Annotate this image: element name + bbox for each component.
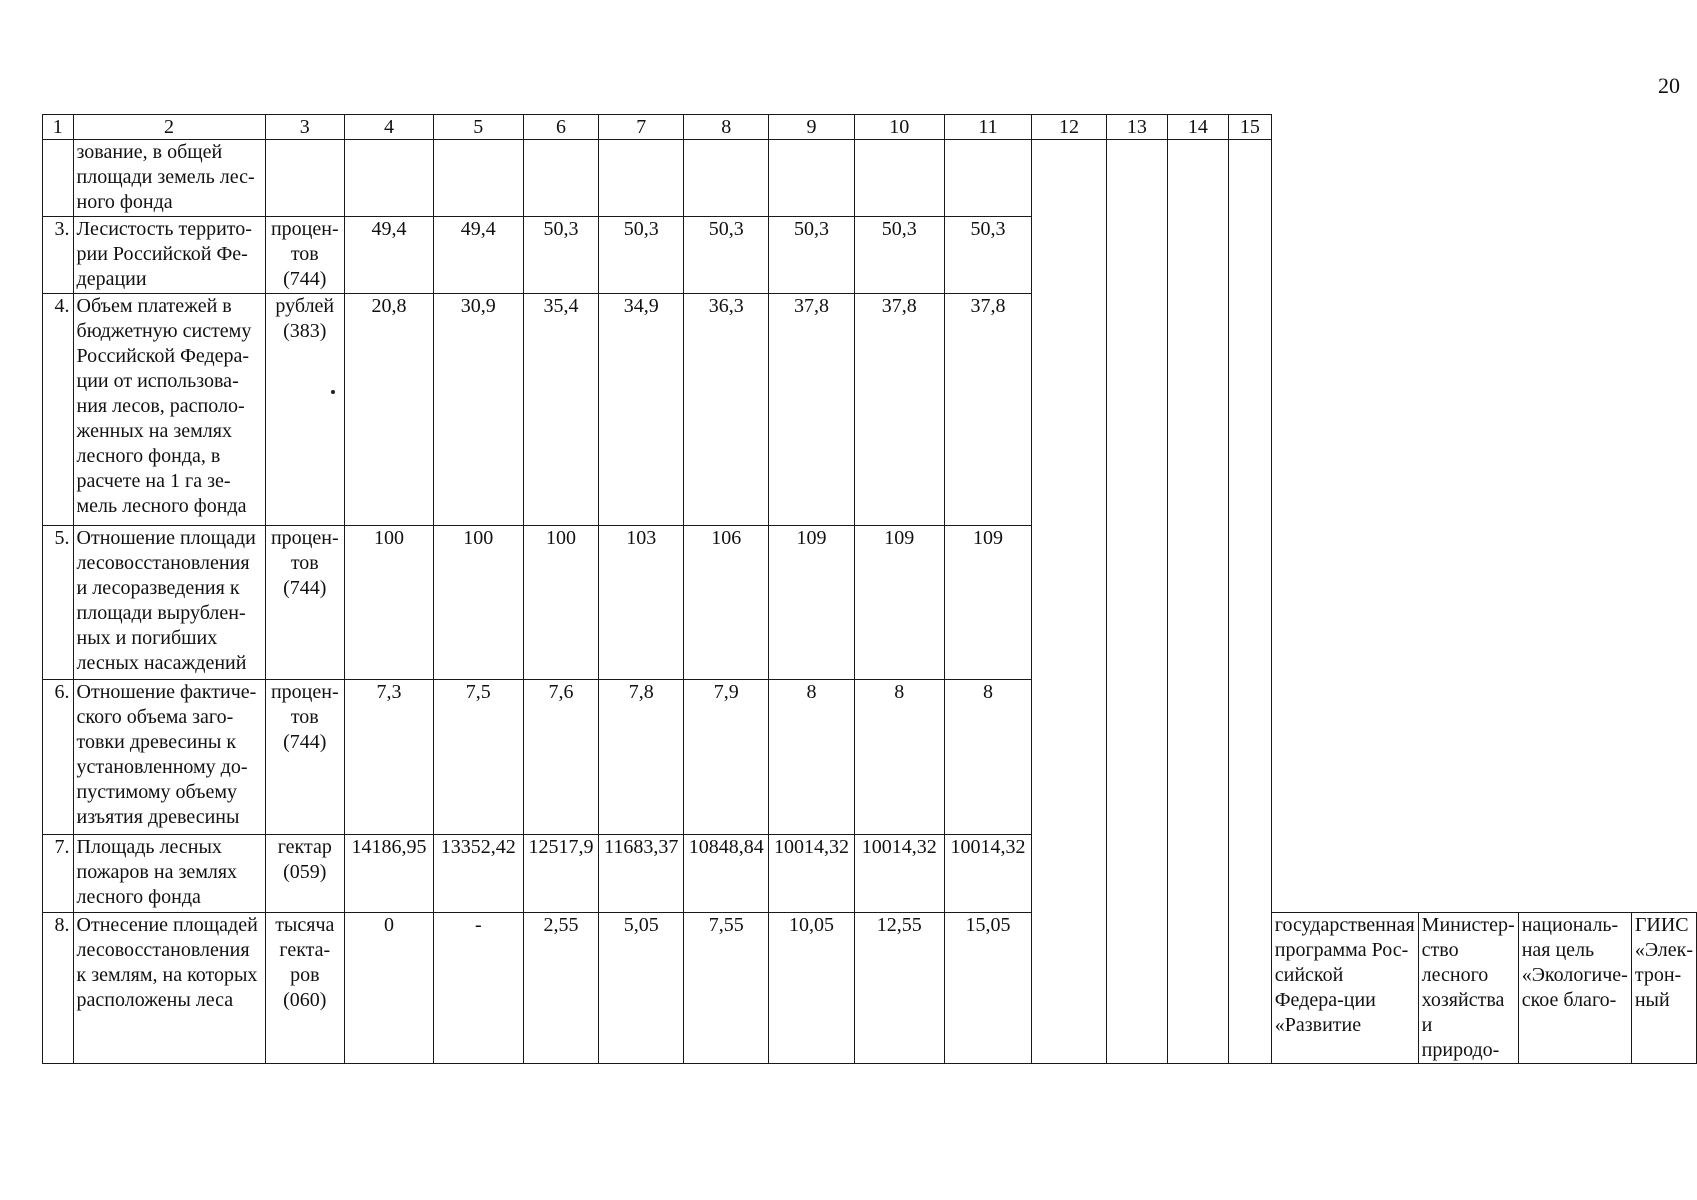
- value-cell: 50,3: [945, 217, 1032, 294]
- table-row: [43, 913, 1697, 1064]
- value-cell: 37,8: [769, 294, 854, 526]
- column-header: 2: [73, 115, 265, 140]
- value-cell: 7,8: [599, 680, 684, 835]
- column-header: 8: [684, 115, 769, 140]
- indicator-name: Отнесение площадей лесовосстановления к землям, на которых расположены леса: [73, 913, 265, 1064]
- column-header: 15: [1228, 115, 1271, 140]
- value-cell: 49,4: [344, 217, 433, 294]
- value-cell: 109: [769, 526, 854, 680]
- row-number: 6.: [43, 680, 74, 835]
- stray-dot-mark: [331, 390, 335, 394]
- unit-cell: процен-тов (744): [265, 217, 344, 294]
- column-header: 11: [945, 115, 1032, 140]
- value-cell: [945, 140, 1032, 217]
- column-header: 9: [769, 115, 854, 140]
- value-cell: 50,3: [599, 217, 684, 294]
- value-cell: 7,9: [684, 680, 769, 835]
- table-row: [43, 835, 1697, 913]
- row-number: 7.: [43, 835, 74, 913]
- table-row: [43, 217, 1697, 294]
- program-cell: государственная программа Рос-сийской Федера-ции «Развитие: [1271, 913, 1418, 1064]
- value-cell: 13352,42: [434, 835, 523, 913]
- value-cell: [523, 140, 599, 217]
- unit-cell: процен-тов (744): [265, 526, 344, 680]
- value-cell: 34,9: [599, 294, 684, 526]
- value-cell: 5,05: [599, 913, 684, 1064]
- row-number: 3.: [43, 217, 74, 294]
- column-header: 13: [1107, 115, 1168, 140]
- row-number: [43, 140, 74, 217]
- national-goal-cell: националь-ная цель «Экологиче-ское благо-: [1518, 913, 1631, 1064]
- column-header: 12: [1032, 115, 1107, 140]
- column-header: 6: [523, 115, 599, 140]
- value-cell: [854, 140, 945, 217]
- value-cell: 100: [523, 526, 599, 680]
- value-cell: [769, 140, 854, 217]
- value-cell: 37,8: [945, 294, 1032, 526]
- indicator-name: Лесистость террито-рии Российской Фе-дерации: [73, 217, 265, 294]
- value-cell: 30,9: [434, 294, 523, 526]
- page-number: 20: [1658, 73, 1680, 98]
- ministry-cell: Министер-ство лесного хозяйства и природо-: [1418, 913, 1518, 1064]
- value-cell: 50,3: [769, 217, 854, 294]
- table-row: [43, 294, 1697, 526]
- indicator-name: Отношение площади лесовосстановления и лесоразведения к площади вырублен-ных и погибших лесных насаждений: [73, 526, 265, 680]
- value-cell: 103: [599, 526, 684, 680]
- value-cell: 50,3: [684, 217, 769, 294]
- indicator-name: Объем платежей в бюджетную систему Российской Федера-ции от использова-ния лесов, располо-женных на землях лесного фонда, в расчете на 1 га зе-мель лесного фонда: [73, 294, 265, 526]
- value-cell: 2,55: [523, 913, 599, 1064]
- row-number: 4.: [43, 294, 74, 526]
- value-cell: 109: [945, 526, 1032, 680]
- column-number-row: [43, 115, 1697, 140]
- empty-col12-cell: [1032, 140, 1107, 1064]
- value-cell: 10014,32: [769, 835, 854, 913]
- column-header: 14: [1167, 115, 1228, 140]
- value-cell: -: [434, 913, 523, 1064]
- value-cell: [599, 140, 684, 217]
- unit-cell: процен-тов (744): [265, 680, 344, 835]
- unit-cell: [265, 140, 344, 217]
- value-cell: 50,3: [854, 217, 945, 294]
- value-cell: 100: [344, 526, 433, 680]
- value-cell: 36,3: [684, 294, 769, 526]
- value-cell: 20,8: [344, 294, 433, 526]
- value-cell: 8: [945, 680, 1032, 835]
- value-cell: 7,5: [434, 680, 523, 835]
- unit-cell: рублей (383): [265, 294, 344, 526]
- column-header: 5: [434, 115, 523, 140]
- value-cell: 49,4: [434, 217, 523, 294]
- table-row: [43, 680, 1697, 835]
- column-header: 10: [854, 115, 945, 140]
- value-cell: 8: [854, 680, 945, 835]
- value-cell: 0: [344, 913, 433, 1064]
- value-cell: 100: [434, 526, 523, 680]
- value-cell: [684, 140, 769, 217]
- value-cell: 12,55: [854, 913, 945, 1064]
- value-cell: 37,8: [854, 294, 945, 526]
- value-cell: 50,3: [523, 217, 599, 294]
- value-cell: 10848,84: [684, 835, 769, 913]
- indicator-name: Площадь лесных пожаров на землях лесного фонда: [73, 835, 265, 913]
- row-number: 8.: [43, 913, 74, 1064]
- value-cell: 10014,32: [945, 835, 1032, 913]
- column-header: 4: [344, 115, 433, 140]
- table-row: [43, 140, 1697, 217]
- value-cell: 106: [684, 526, 769, 680]
- value-cell: 15,05: [945, 913, 1032, 1064]
- value-cell: [434, 140, 523, 217]
- value-cell: 12517,9: [523, 835, 599, 913]
- value-cell: 109: [854, 526, 945, 680]
- table-row: [43, 526, 1697, 680]
- indicator-table: [42, 114, 1697, 1064]
- empty-col14-cell: [1167, 140, 1228, 1064]
- row-number: 5.: [43, 526, 74, 680]
- column-header: 3: [265, 115, 344, 140]
- indicator-name: Отношение фактиче-ского объема заго-товки древесины к установленному до-пустимому объему изъятия древесины: [73, 680, 265, 835]
- value-cell: 7,6: [523, 680, 599, 835]
- value-cell: [344, 140, 433, 217]
- value-cell: 7,55: [684, 913, 769, 1064]
- value-cell: 8: [769, 680, 854, 835]
- indicator-name: зование, в общей площади земель лес-ного фонда: [73, 140, 265, 217]
- column-header: 7: [599, 115, 684, 140]
- empty-col13-cell: [1107, 140, 1168, 1064]
- value-cell: 7,3: [344, 680, 433, 835]
- unit-cell: гектар (059): [265, 835, 344, 913]
- value-cell: 35,4: [523, 294, 599, 526]
- value-cell: 14186,95: [344, 835, 433, 913]
- empty-col15-cell: [1228, 140, 1271, 1064]
- value-cell: 10014,32: [854, 835, 945, 913]
- value-cell: 10,05: [769, 913, 854, 1064]
- column-header: 1: [43, 115, 74, 140]
- unit-cell: тысяча гекта-ров (060): [265, 913, 344, 1064]
- info-system-cell: ГИИС «Элек-трон-ный: [1631, 913, 1696, 1064]
- value-cell: 11683,37: [599, 835, 684, 913]
